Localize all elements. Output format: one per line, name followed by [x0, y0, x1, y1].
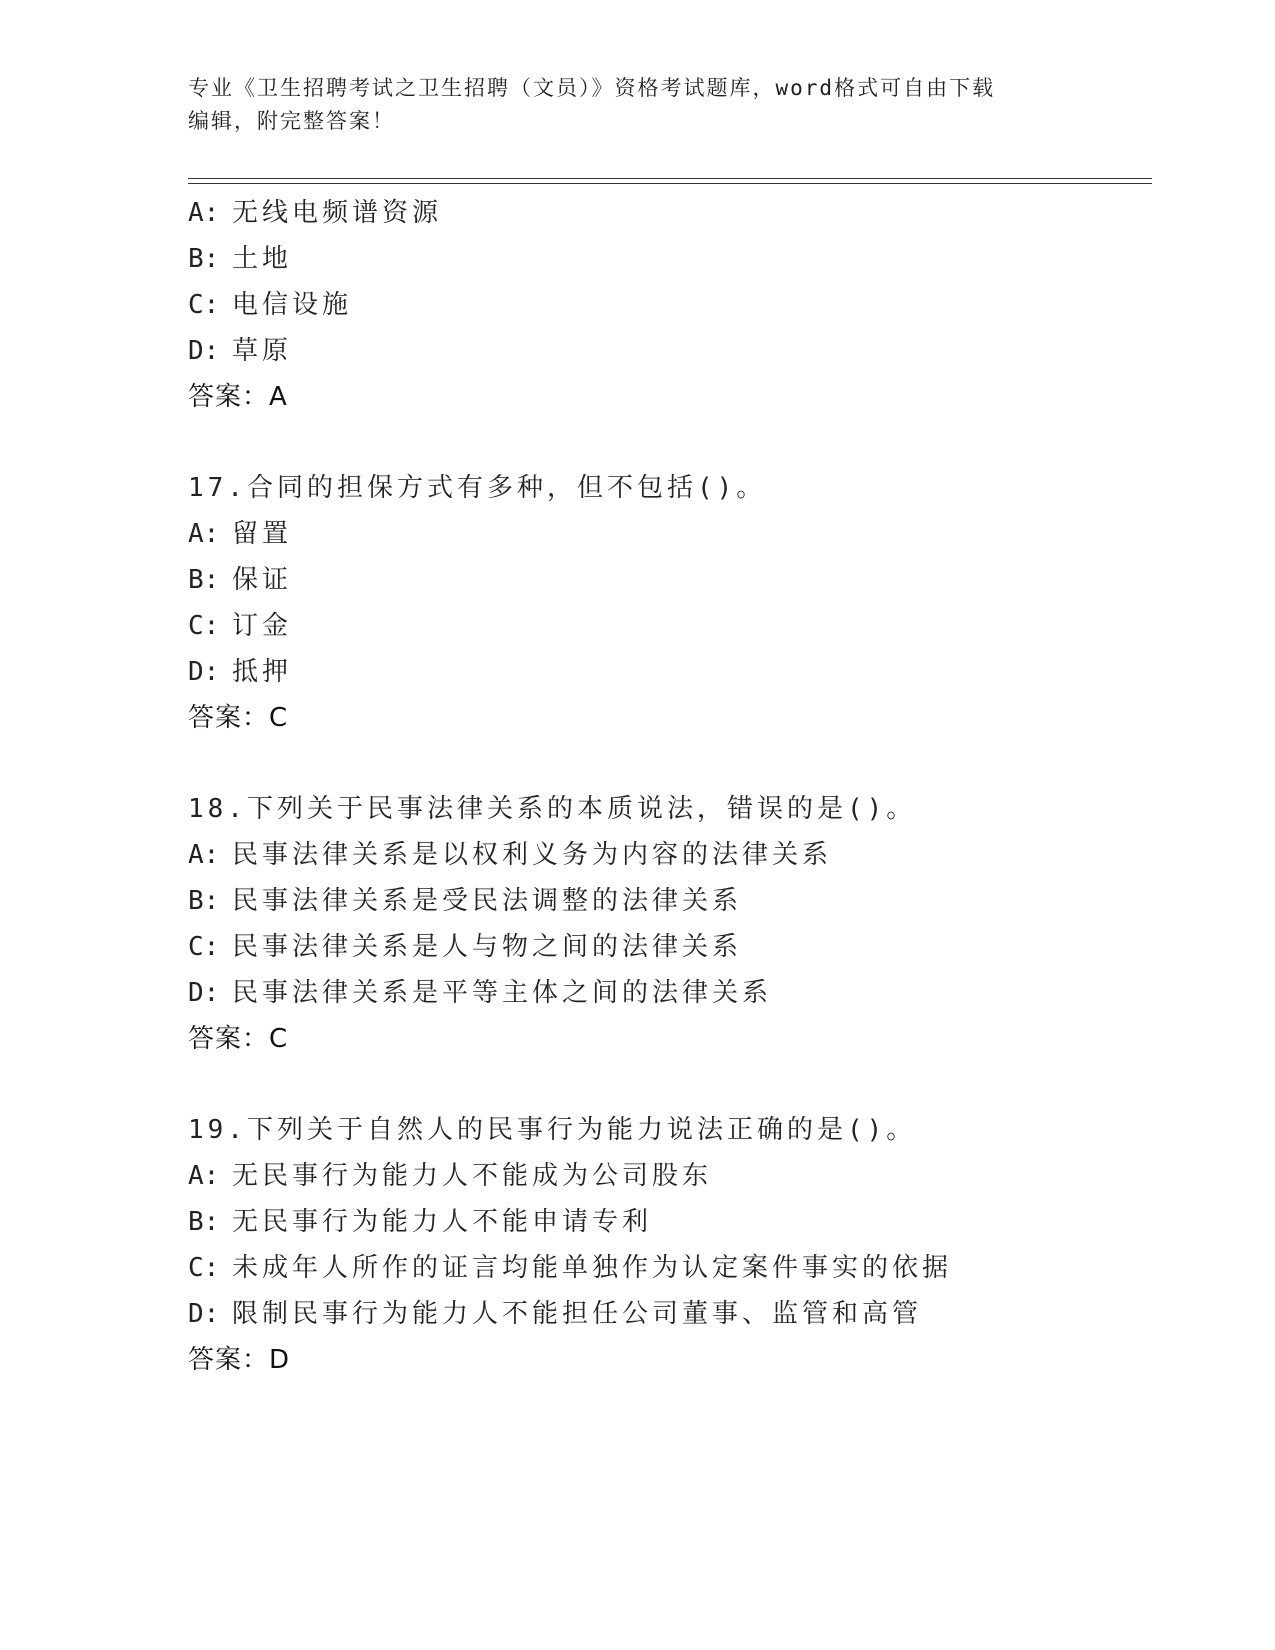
option-b — [188, 878, 1152, 924]
option-text: 电信设施 — [232, 290, 353, 320]
option-text: 无民事行为能力人不能成为公司股东 — [232, 1161, 713, 1191]
option-d — [188, 1291, 1152, 1337]
option-c — [188, 603, 1152, 649]
option-letter: B: — [188, 244, 220, 274]
option-letter: C: — [188, 932, 220, 962]
option-letter: C: — [188, 611, 220, 641]
option-a — [188, 511, 1152, 557]
question-17 — [188, 465, 1152, 741]
option-text: 订金 — [232, 611, 293, 641]
header-divider-top — [188, 178, 1152, 179]
question-list — [188, 190, 1152, 1428]
question-18 — [188, 786, 1152, 1062]
option-text: 限制民事行为能力人不能担任公司董事、监管和高管 — [232, 1299, 923, 1329]
option-a — [188, 1153, 1152, 1199]
option-letter: D: — [188, 978, 220, 1008]
option-c — [188, 1245, 1152, 1291]
option-letter: B: — [188, 886, 220, 916]
option-text: 民事法律关系是人与物之间的法律关系 — [232, 932, 743, 962]
option-text: 草原 — [232, 336, 293, 366]
document-header — [188, 72, 1088, 138]
header-line-1: 专业《卫生招聘考试之卫生招聘（文员）》资格考试题库，word格式可自由下载 — [188, 76, 996, 100]
option-text: 民事法律关系是以权利义务为内容的法律关系 — [232, 840, 833, 870]
answer-line: 答案：C — [188, 1024, 289, 1054]
option-text: 保证 — [232, 565, 293, 595]
option-letter: D: — [188, 657, 220, 687]
question-stem: 18.下列关于民事法律关系的本质说法，错误的是()。 — [188, 794, 917, 824]
question-stem: 19.下列关于自然人的民事行为能力说法正确的是()。 — [188, 1115, 917, 1145]
option-letter: C: — [188, 1253, 220, 1283]
option-letter: A: — [188, 1161, 220, 1191]
option-letter: A: — [188, 840, 220, 870]
question-16 — [188, 190, 1152, 420]
answer-line: 答案：A — [188, 382, 288, 412]
option-b — [188, 236, 1152, 282]
option-text: 未成年人所作的证言均能单独作为认定案件事实的依据 — [232, 1253, 953, 1283]
option-d — [188, 970, 1152, 1016]
option-text: 无线电频谱资源 — [232, 198, 443, 228]
option-d — [188, 649, 1152, 695]
option-text: 无民事行为能力人不能申请专利 — [232, 1207, 653, 1237]
option-letter: D: — [188, 1299, 220, 1329]
option-b — [188, 557, 1152, 603]
option-c — [188, 282, 1152, 328]
option-text: 抵押 — [232, 657, 293, 687]
header-line-2: 编辑，附完整答案！ — [188, 109, 395, 133]
option-text: 土地 — [232, 244, 293, 274]
option-text: 留置 — [232, 519, 293, 549]
option-b — [188, 1199, 1152, 1245]
option-text: 民事法律关系是受民法调整的法律关系 — [232, 886, 743, 916]
question-19 — [188, 1107, 1152, 1383]
option-a — [188, 190, 1152, 236]
option-letter: C: — [188, 290, 220, 320]
option-letter: B: — [188, 565, 220, 595]
option-letter: D: — [188, 336, 220, 366]
option-a — [188, 832, 1152, 878]
answer-line: 答案：C — [188, 703, 289, 733]
question-stem: 17.合同的担保方式有多种，但不包括()。 — [188, 473, 767, 503]
answer-line: 答案：D — [188, 1345, 291, 1375]
option-letter: B: — [188, 1207, 220, 1237]
option-text: 民事法律关系是平等主体之间的法律关系 — [232, 978, 773, 1008]
option-d — [188, 328, 1152, 374]
header-divider-bottom — [188, 183, 1152, 184]
option-letter: A: — [188, 198, 220, 228]
option-letter: A: — [188, 519, 220, 549]
option-c — [188, 924, 1152, 970]
